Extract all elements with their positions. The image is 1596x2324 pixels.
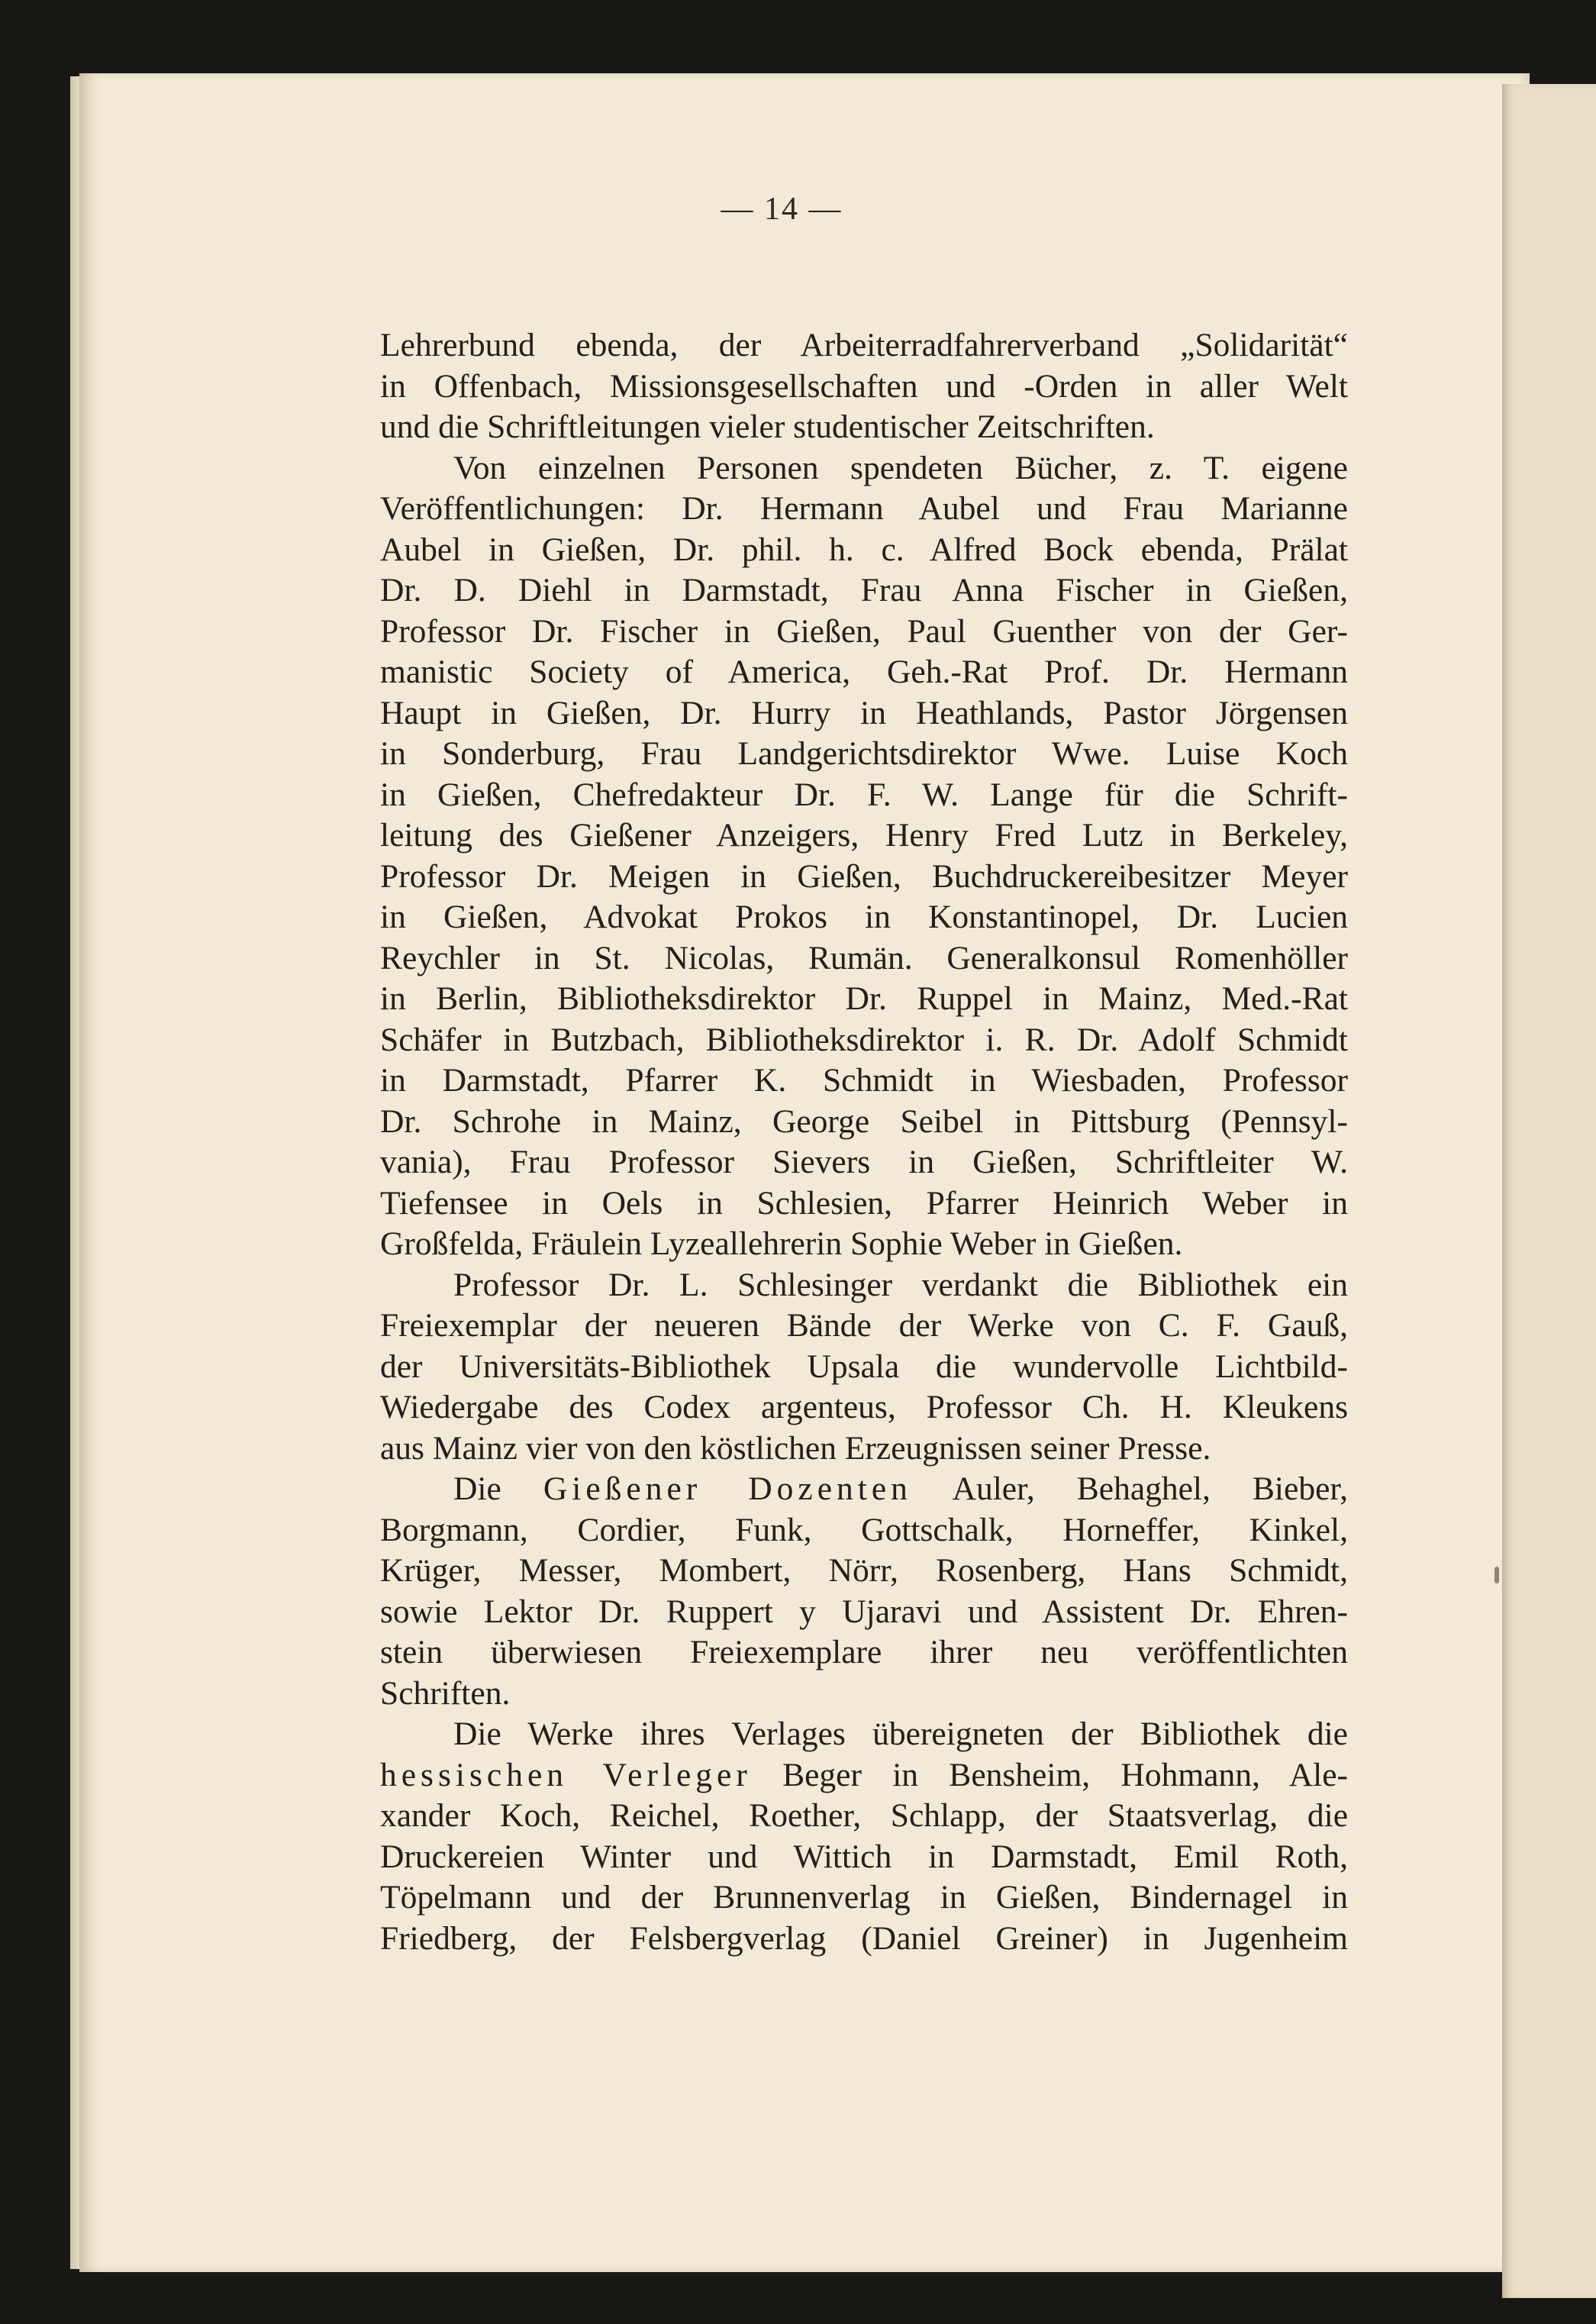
text-line: leitung des Gießener Anzeigers, Henry Fred Lutz in Berkeley, (380, 817, 1348, 854)
text-line: Haupt in Gießen, Dr. Hurry in Heathlands, Pastor Jörgensen (380, 694, 1348, 731)
text-line (380, 1469, 1348, 1510)
text-line: Krüger, Messer, Mombert, Nörr, Rosenberg, Hans Schmidt, (380, 1552, 1348, 1589)
text-line: Die Werke ihres Verlages übereigneten der Bibliothek die (453, 1716, 1348, 1752)
text-line: Lehrerbund ebenda, der Arbeiterradfahrerverband „Solidarität“ (380, 327, 1348, 363)
text-line: Dr. D. Diehl in Darmstadt, Frau Anna Fischer in Gießen, (380, 572, 1348, 608)
text-line: in Berlin, Bibliotheksdirektor Dr. Ruppel in Mainz, Med.-Rat (380, 980, 1348, 1017)
text-line: Professor Dr. L. Schlesinger verdankt die Bibliothek ein (453, 1266, 1348, 1303)
text-line: in Offenbach, Missionsgesellschaften und -Orden in aller Welt (380, 367, 1348, 405)
page-number: — 14 — (721, 192, 843, 227)
text-line: in Gießen, Advokat Prokos in Konstantinopel, Dr. Lucien (380, 899, 1348, 935)
text-line (380, 1755, 1348, 1796)
text-line: xander Koch, Reichel, Roether, Schlapp, der Staatsverlag, die (380, 1797, 1348, 1834)
text-line: Professor Dr. Meigen in Gießen, Buchdruckereibesitzer Meyer (380, 857, 1348, 895)
text-line: Friedberg, der Felsbergverlag (Daniel Greiner) in Jugenheim (380, 1919, 1348, 1957)
paper-mark (1494, 1567, 1499, 1583)
adjacent-page-edge (1502, 84, 1596, 2298)
text-line: in Gießen, Chefredakteur Dr. F. W. Lange für die Schrift- (380, 776, 1348, 813)
text-line: Großfelda, Fräulein Lyzeallehrerin Sophie Weber in Gießen. (380, 1225, 1183, 1262)
text-line: Freiexemplar der neueren Bände der Werke von C. F. Gauß, (380, 1307, 1348, 1344)
text-line: Aubel in Gießen, Dr. phil. h. c. Alfred Bock ebenda, Prälat (380, 531, 1348, 568)
text-line: Von einzelnen Personen spendeten Bücher, z. T. eigene (453, 449, 1348, 486)
text-line: Tiefensee in Oels in Schlesien, Pfarrer Heinrich Weber in (380, 1184, 1348, 1222)
text-run: Auler, Behaghel, Bieber, (911, 1470, 1348, 1507)
text-line: Veröffentlichungen: Dr. Hermann Aubel und Frau Marianne (380, 490, 1348, 527)
text-line: vania), Frau Professor Sievers in Gießen, Schriftleiter W. (380, 1144, 1348, 1180)
text-line: Schäfer in Butzbach, Bibliotheksdirektor i. R. Dr. Adolf Schmidt (380, 1021, 1348, 1058)
letterspaced-emphasis: Gießener Dozenten (543, 1470, 912, 1507)
text-line: aus Mainz vier von den köstlichen Erzeugnissen seiner Presse. (380, 1429, 1211, 1467)
text-line: Töpelmann und der Brunnenverlag in Gießen, Bindernagel in (380, 1879, 1348, 1916)
text-line: Dr. Schrohe in Mainz, George Seibel in Pittsburg (Pennsyl- (380, 1102, 1348, 1140)
text-line: in Sonderburg, Frau Landgerichtsdirektor Wwe. Luise Koch (380, 735, 1348, 772)
text-line: Wiedergabe des Codex argenteus, Professor Ch. H. Kleukens (380, 1389, 1348, 1425)
text-line: und die Schriftleitungen vieler studentischer Zeitschriften. (380, 408, 1155, 445)
text-line: Druckereien Winter und Wittich in Darmstadt, Emil Roth, (380, 1838, 1348, 1875)
text-line: Schriften. (380, 1674, 511, 1712)
letterspaced-emphasis: hessischen Verleger (380, 1756, 752, 1793)
text-line: Borgmann, Cordier, Funk, Gottschalk, Horneffer, Kinkel, (380, 1511, 1348, 1548)
text-line: in Darmstadt, Pfarrer K. Schmidt in Wiesbaden, Professor (380, 1062, 1348, 1099)
text-line: manistic Society of America, Geh.-Rat Prof. Dr. Hermann (380, 654, 1348, 690)
text-run: Beger in Bensheim, Hohmann, Ale- (751, 1756, 1348, 1793)
text-run: Die (453, 1470, 543, 1507)
text-line: Reychler in St. Nicolas, Rumän. Generalkonsul Romenhöller (380, 939, 1348, 976)
text-line: der Universitäts-Bibliothek Upsala die wundervolle Lichtbild- (380, 1348, 1348, 1385)
text-line: stein überwiesen Freiexemplare ihrer neu veröffentlichten (380, 1634, 1348, 1670)
text-line: Professor Dr. Fischer in Gießen, Paul Guenther von der Ger- (380, 612, 1348, 650)
text-line: sowie Lektor Dr. Ruppert y Ujaravi und Assistent Dr. Ehren- (380, 1593, 1348, 1630)
body-text (380, 325, 1348, 1959)
